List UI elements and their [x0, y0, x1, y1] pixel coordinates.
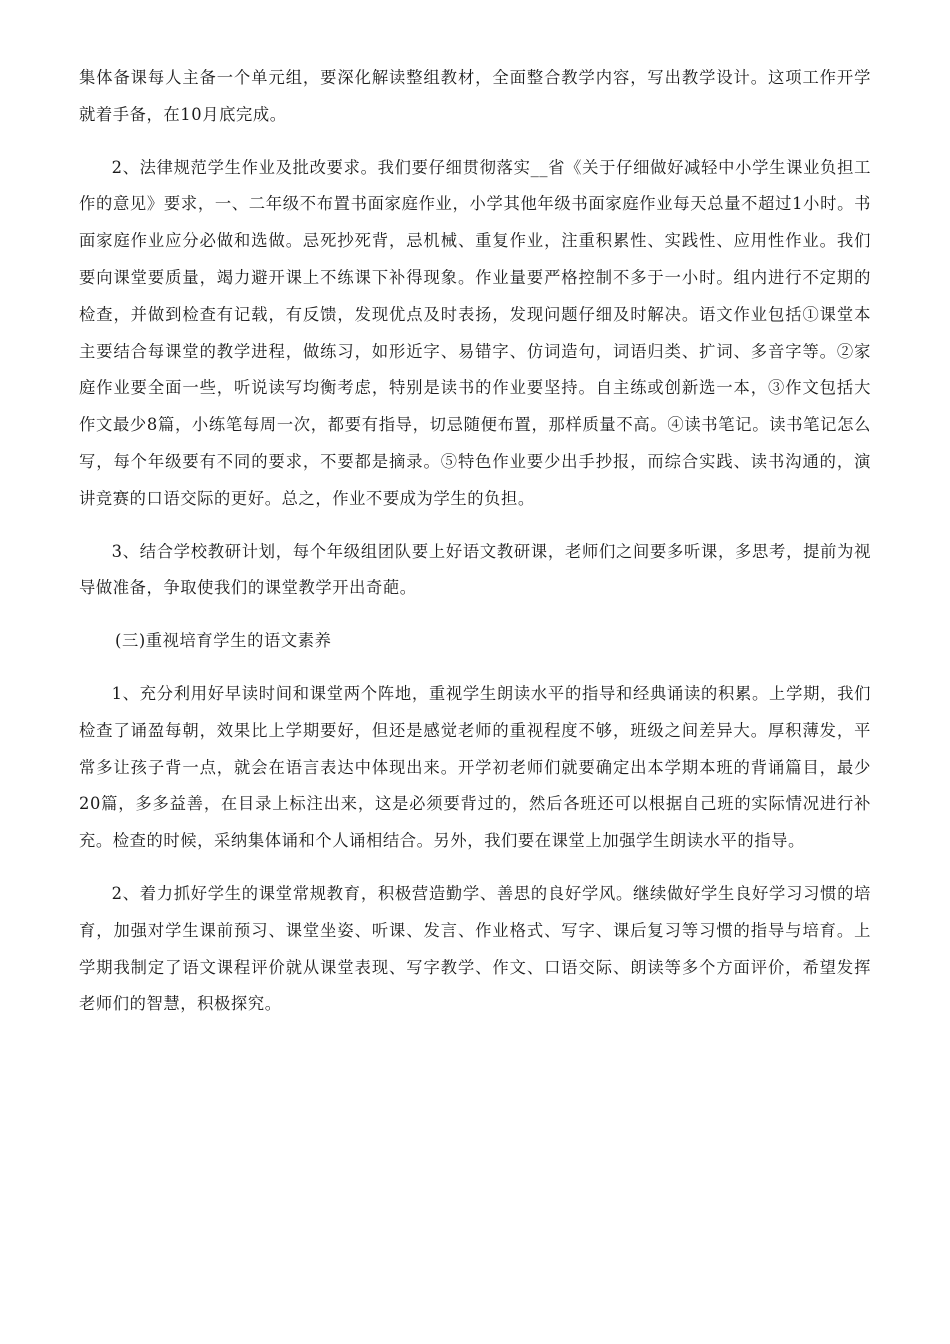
- paragraph-research-lessons: 3、结合学校教研计划，每个年级组团队要上好语文教研课，老师们之间要多听课，多思考，提前为视导做准备，争取使我们的课堂教学开出奇葩。: [79, 541, 871, 598]
- section-heading: (三)重视培育学生的语文素养: [115, 631, 332, 651]
- paragraph-reading-practice: 1、充分利用好早读时间和课堂两个阵地，重视学生朗读水平的指导和经典诵读的积累。上学期，我们检查了诵盈每朝，效果比上学期要好，但还是感觉老师的重视程度不够，班级之间差异大。厚积薄发，平常多让孩子背一点，就会在语言表达中体现出来。开学初老师们就要确定出本学期本班的背诵篇目，最少20篇，多多益善，在目录上标注出来，这是必须要背过的，然后各班还可以根据自己班的实际情况进行补充。检查的时候，采纳集体诵和个人诵相结合。另外，我们要在课堂上加强学生朗读水平的指导。: [79, 683, 871, 851]
- paragraph-classroom-habits: 2、着力抓好学生的课堂常规教育，积极营造勤学、善思的良好学风。继续做好学生良好学习习惯的培育，加强对学生课前预习、课堂坐姿、听课、发言、作业格式、写字、课后复习等习惯的指导与培育。上学期我制定了语文课程评价就从课堂表现、写字教学、作文、口语交际、朗读等多个方面评价，希望发挥老师们的智慧，积极探究。: [79, 883, 871, 1014]
- document-page: [79, 60, 871, 1039]
- paragraph-homework-rules: 2、法律规范学生作业及批改要求。我们要仔细贯彻落实__省《关于仔细做好减轻中小学生课业负担工作的意见》要求，一、二年级不布置书面家庭作业，小学其他年级书面家庭作业每天总量不超过1小时。书面家庭作业应分必做和选做。忌死抄死背，忌机械、重复作业，注重积累性、实践性、应用性作业。我们要向课堂要质量，竭力避开课上不练课下补得现象。作业量要严格控制不多于一小时。组内进行不定期的检查，并做到检查有记载，有反馈，发现优点及时表扬，发现问题仔细及时解决。语文作业包括①课堂本主要结合每课堂的教学进程，做练习，如形近字、易错字、仿词造句，词语归类、扩词、多音字等。②家庭作业要全面一些，听说读写均衡考虑，特别是读书的作业要坚持。自主练或创新选一本，③作文包括大作文最少8篇，小练笔每周一次，都要有指导，切忌随便布置，那样质量不高。④读书笔记。读书笔记怎么写，每个年级要有不同的要求，不要都是摘录。⑤特色作业要少出手抄报，而综合实践、读书沟通的，演讲竞赛的口语交际的更好。总之，作业不要成为学生的负担。: [79, 157, 871, 508]
- paragraph-lesson-prep: 集体备课每人主备一个单元组，要深化解读整组教材，全面整合教学内容，写出教学设计。这项工作开学就着手备，在10月底完成。: [79, 68, 871, 124]
